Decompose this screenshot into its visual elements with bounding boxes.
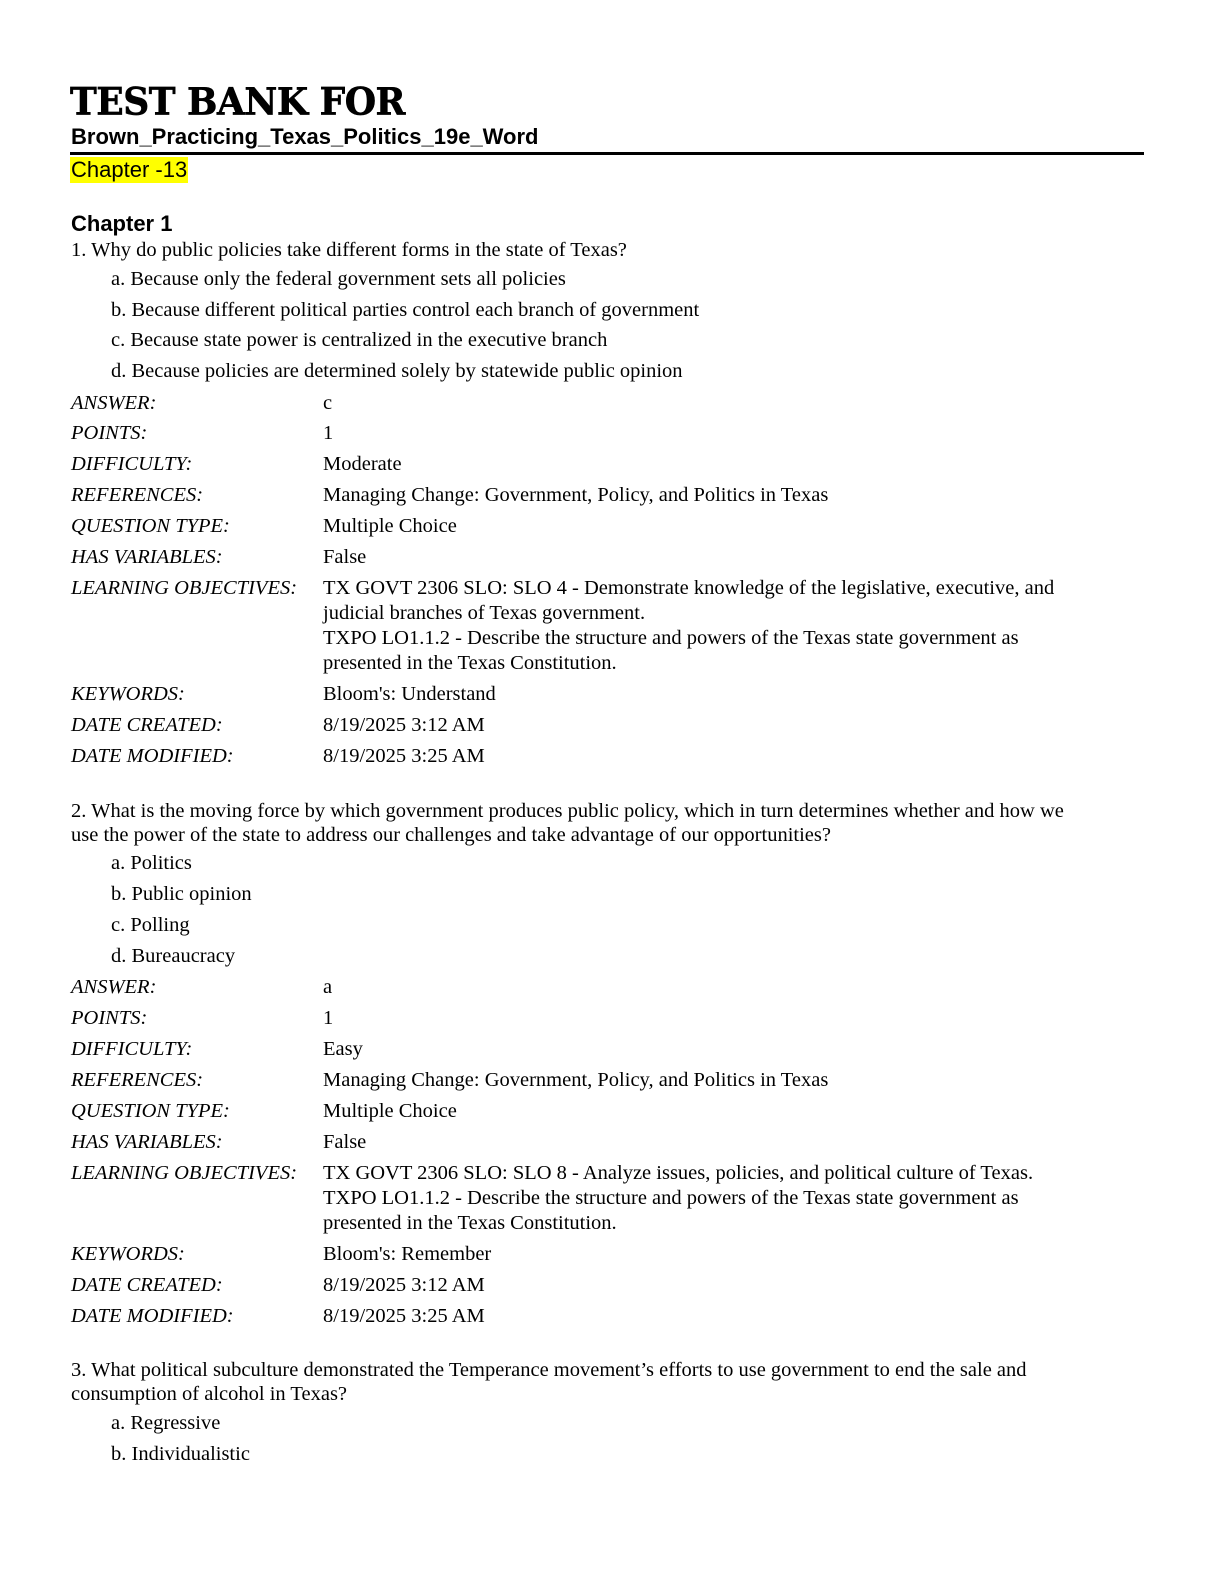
question-3-option-b: b. Individualistic xyxy=(111,1443,250,1465)
q2-learning-objective-line: TX GOVT 2306 SLO: SLO 8 - Analyze issues, policies, and political culture of Texas. xyxy=(323,1162,1034,1184)
question-3-stem-line: consumption of alcohol in Texas? xyxy=(71,1383,348,1405)
question-1-option-d: d. Because policies are determined solely by statewide public opinion xyxy=(111,360,683,382)
q2-difficulty-label: DIFFICULTY: xyxy=(71,1038,193,1060)
q1-question-type-value: Multiple Choice xyxy=(323,515,457,537)
q1-learning-objective-line: judicial branches of Texas government. xyxy=(323,602,646,624)
q1-points-label: POINTS: xyxy=(71,422,148,444)
header-rule xyxy=(70,152,1144,155)
q1-learning-objective-line: presented in the Texas Constitution. xyxy=(323,652,617,674)
q1-answer-label: ANSWER: xyxy=(71,392,157,414)
chapter-heading: Chapter 1 xyxy=(71,211,173,236)
q2-date-created-label: DATE CREATED: xyxy=(71,1274,223,1296)
q1-keywords-value: Bloom's: Understand xyxy=(323,683,496,705)
q1-references-label: REFERENCES: xyxy=(71,484,204,506)
q1-date-created-value: 8/19/2025 3:12 AM xyxy=(323,714,485,736)
q2-date-modified-value: 8/19/2025 3:25 AM xyxy=(323,1305,485,1327)
q1-date-created-label: DATE CREATED: xyxy=(71,714,223,736)
q2-points-value: 1 xyxy=(323,1007,334,1029)
q1-learning-objective-line: TX GOVT 2306 SLO: SLO 4 - Demonstrate knowledge of the legislative, executive, and xyxy=(323,577,1055,599)
question-2-option-c: c. Polling xyxy=(111,914,190,936)
q2-has-variables-label: HAS VARIABLES: xyxy=(71,1131,223,1153)
q2-references-value: Managing Change: Government, Policy, and Politics in Texas xyxy=(323,1069,829,1091)
question-2-option-a: a. Politics xyxy=(111,852,192,874)
q1-difficulty-value: Moderate xyxy=(323,453,402,475)
q2-date-modified-label: DATE MODIFIED: xyxy=(71,1305,234,1327)
q2-points-label: POINTS: xyxy=(71,1007,148,1029)
question-2-option-d: d. Bureaucracy xyxy=(111,945,236,967)
q1-question-type-label: QUESTION TYPE: xyxy=(71,515,230,537)
q1-date-modified-label: DATE MODIFIED: xyxy=(71,745,234,767)
q2-date-created-value: 8/19/2025 3:12 AM xyxy=(323,1274,485,1296)
question-3-option-a: a. Regressive xyxy=(111,1412,221,1434)
question-1-option-a: a. Because only the federal government sets all policies xyxy=(111,268,566,290)
q2-learning-objective-line: TXPO LO1.1.2 - Describe the structure and powers of the Texas state government as xyxy=(323,1187,1019,1209)
question-1-option-b: b. Because different political parties control each branch of government xyxy=(111,299,700,321)
question-2-option-b: b. Public opinion xyxy=(111,883,252,905)
q2-learning-objective-line: presented in the Texas Constitution. xyxy=(323,1212,617,1234)
q2-keywords-label: KEYWORDS: xyxy=(71,1243,185,1265)
q2-learning-objectives-label: LEARNING OBJECTIVES: xyxy=(71,1162,298,1184)
q1-has-variables-value: False xyxy=(323,546,367,568)
q1-learning-objectives-label: LEARNING OBJECTIVES: xyxy=(71,577,298,599)
q2-answer-value: a xyxy=(323,976,333,998)
q1-points-value: 1 xyxy=(323,422,334,444)
question-3-stem-line: 3. What political subculture demonstrated the Temperance movement’s efforts to use government to end the sale and xyxy=(71,1359,1027,1381)
question-2-stem-line: 2. What is the moving force by which government produces public policy, which in turn determines whether and how we xyxy=(71,800,1064,822)
q1-answer-value: c xyxy=(323,392,333,414)
q1-date-modified-value: 8/19/2025 3:25 AM xyxy=(323,745,485,767)
question-2-stem-line: use the power of the state to address our challenges and take advantage of our opportunities? xyxy=(71,824,831,846)
q2-question-type-value: Multiple Choice xyxy=(323,1100,457,1122)
q2-question-type-label: QUESTION TYPE: xyxy=(71,1100,230,1122)
q1-has-variables-label: HAS VARIABLES: xyxy=(71,546,223,568)
q2-answer-label: ANSWER: xyxy=(71,976,157,998)
question-1-option-c: c. Because state power is centralized in the executive branch xyxy=(111,329,608,351)
q1-learning-objective-line: TXPO LO1.1.2 - Describe the structure and powers of the Texas state government as xyxy=(323,627,1019,649)
q1-keywords-label: KEYWORDS: xyxy=(71,683,185,705)
question-1-stem: 1. Why do public policies take different forms in the state of Texas? xyxy=(71,239,627,261)
document-name: Brown_Practicing_Texas_Politics_19e_Word xyxy=(71,124,539,149)
chapter-tag-highlight: Chapter -13 xyxy=(71,157,188,182)
q2-keywords-value: Bloom's: Remember xyxy=(323,1243,492,1265)
q1-references-value: Managing Change: Government, Policy, and Politics in Texas xyxy=(323,484,829,506)
q2-difficulty-value: Easy xyxy=(323,1038,363,1060)
banner-title: TEST BANK FOR xyxy=(70,79,405,125)
q2-references-label: REFERENCES: xyxy=(71,1069,204,1091)
q2-has-variables-value: False xyxy=(323,1131,367,1153)
q1-difficulty-label: DIFFICULTY: xyxy=(71,453,193,475)
